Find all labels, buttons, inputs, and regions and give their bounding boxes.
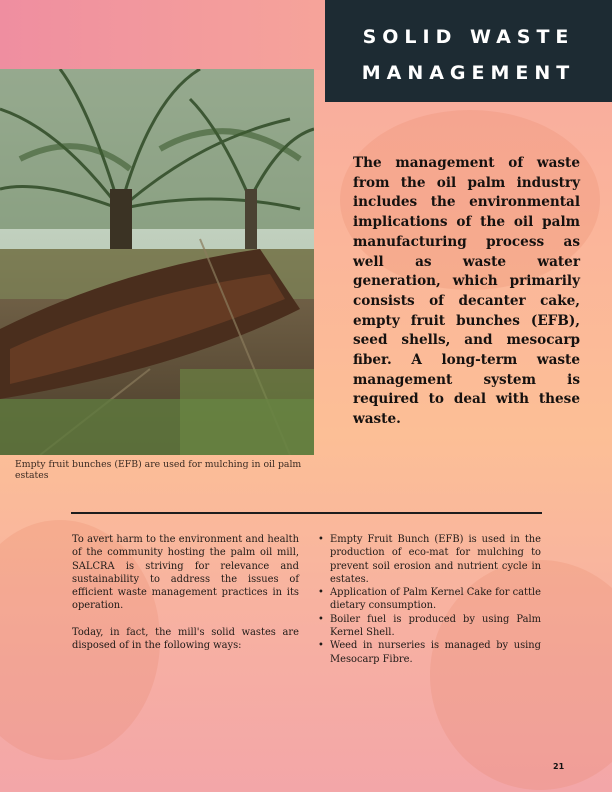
left-column xyxy=(72,533,299,665)
photo-caption: Empty fruit bunches (EFB) are used for mulching in oil palm estates xyxy=(15,459,302,481)
list-item-text: Application of Palm Kernel Cake for cattle dietary consumption. xyxy=(330,587,541,612)
section-divider xyxy=(71,512,542,514)
bullet-icon: • xyxy=(318,640,324,652)
list-item-text: Boiler fuel is produced by using Palm Kernel Shell. xyxy=(330,613,541,639)
title-box xyxy=(325,0,612,102)
list-item xyxy=(316,639,541,666)
list-item xyxy=(316,533,541,586)
list-item-text: Weed in nurseries is managed by using Mesocarp Fibre. xyxy=(330,640,541,665)
body-paragraph: To avert harm to the environment and health of the community hosting the palm oil mill, SALCRA is striving for relevance and sustainability to address the issues of efficient waste management practices in its operation. xyxy=(72,534,299,612)
bullet-icon: • xyxy=(318,534,324,545)
waste-disposal-list xyxy=(316,533,541,666)
top-band-decoration xyxy=(0,0,330,70)
page-number: 21 xyxy=(553,762,565,771)
intro-paragraph: The management of waste from the oil palm industry includes the environmental implications of the oil palm manufacturing process as well as waste water generation, which primarily consists of decanter cake, empty fruit bunches (EFB), seed shells, and mesocarp fiber. A long-term waste management system is required to deal with these waste. xyxy=(353,155,580,428)
body-paragraph: Today, in fact, the mill's solid wastes are disposed of in the following ways: xyxy=(72,626,299,652)
bullet-icon: • xyxy=(318,587,324,599)
list-item xyxy=(316,586,541,613)
page-title-line2: MANAGEMENT xyxy=(361,62,576,84)
list-item-text: Empty Fruit Bunch (EFB) is used in the production of eco-mat for mulching to prevent soil erosion and nutrient cycle in estates. xyxy=(330,534,541,585)
plantation-photo xyxy=(0,69,314,455)
oil-palm-plantation-photo-icon xyxy=(0,69,314,455)
list-item xyxy=(316,613,541,640)
bullet-icon: • xyxy=(318,613,324,625)
page-title-line1: SOLID WASTE xyxy=(362,26,575,48)
